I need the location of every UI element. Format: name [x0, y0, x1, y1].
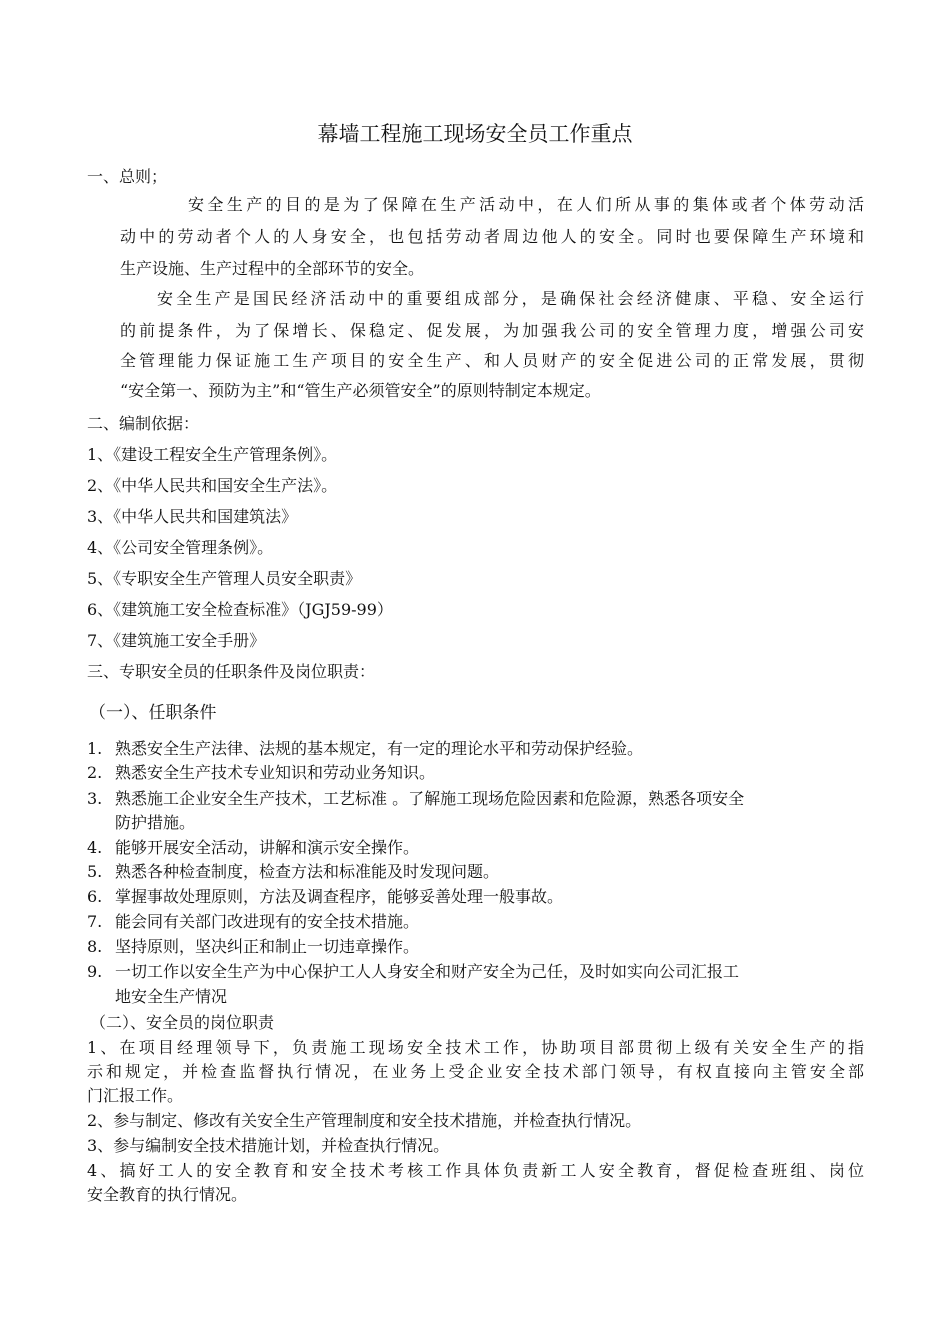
duty-item: 3、参与编制安全技术措施计划，并检查执行情况。 [87, 1136, 450, 1155]
basis-item: 5、《专职安全生产管理人员安全职责》 [87, 569, 362, 588]
duty-item-continued: 安全教育的执行情况。 [87, 1185, 248, 1204]
duty-item: 1、在项目经理领导下，负责施工现场安全技术工作，协助项目部贯彻上级有关安全生产的指 [87, 1038, 864, 1057]
basis-item: 4、《公司安全管理条例》。 [87, 538, 274, 557]
condition-item-continued: 地安全生产情况 [115, 987, 228, 1006]
condition-item: 7. 能会同有关部门改进现有的安全技术措施。 [87, 912, 420, 931]
document-title: 幕墙工程施工现场安全员工作重点 [317, 122, 633, 146]
section-3-heading: 三、专职安全员的任职条件及岗位职责： [87, 662, 376, 681]
condition-item: 3. 熟悉施工企业安全生产技术，工艺标准 。了解施工现场危险因素和危险源，熟悉各项安全 [87, 789, 745, 808]
section-1-heading: 一、总则； [87, 167, 168, 186]
condition-item: 2. 熟悉安全生产技术专业知识和劳动业务知识。 [87, 763, 436, 782]
subsection-2-heading: （二）、安全员的岗位职责 [90, 1013, 275, 1032]
basis-item: 6、《建筑施工安全检查标准》（JGJ59-99） [87, 600, 393, 619]
subsection-1-heading: （一）、任职条件 [89, 703, 217, 723]
paragraph-2-line: “安全第一、预防为主”和“管生产必须管安全”的原则特制定本规定。 [120, 381, 601, 400]
basis-item: 2、《中华人民共和国安全生产法》。 [87, 476, 338, 495]
basis-item: 7、《建筑施工安全手册》 [87, 631, 266, 650]
duty-item-continued: 示和规定，并检查监督执行情况，在业务上受企业安全技术部门领导，有权直接向主管安全部 [87, 1062, 864, 1081]
section-2-heading: 二、编制依据： [87, 414, 200, 433]
condition-item: 9. 一切工作以安全生产为中心保护工人人身安全和财产安全为己任，及时如实向公司汇报工 [87, 962, 740, 981]
duty-item-continued: 门汇报工作。 [87, 1086, 184, 1105]
paragraph-1-line: 安全生产的目的是为了保障在生产活动中，在人们所从事的集体或者个体劳动活 [188, 195, 864, 214]
paragraph-2-line: 全管理能力保证施工生产项目的安全生产、和人员财产的安全促进公司的正常发展，贯彻 [120, 351, 864, 370]
condition-item: 4. 能够开展安全活动，讲解和演示安全操作。 [87, 838, 420, 857]
condition-item-continued: 防护措施。 [115, 813, 196, 832]
paragraph-2-line: 安全生产是国民经济活动中的重要组成部分，是确保社会经济健康、平稳、安全运行 [157, 289, 864, 308]
condition-item: 8. 坚持原则，坚决纠正和制止一切违章操作。 [87, 937, 420, 956]
basis-item: 3、《中华人民共和国建筑法》 [87, 507, 298, 526]
condition-item: 6. 掌握事故处理原则，方法及调查程序，能够妥善处理一般事故。 [87, 887, 564, 906]
condition-item: 1. 熟悉安全生产法律、法规的基本规定，有一定的理论水平和劳动保护经验。 [87, 739, 644, 758]
duty-item: 2、参与制定、修改有关安全生产管理制度和安全技术措施，并检查执行情况。 [87, 1111, 642, 1130]
duty-item: 4、搞好工人的安全教育和安全技术考核工作具体负责新工人安全教育，督促检查班组、岗位 [87, 1161, 864, 1180]
condition-item: 5. 熟悉各种检查制度，检查方法和标准能及时发现问题。 [87, 862, 500, 881]
basis-item: 1、《建设工程安全生产管理条例》。 [87, 445, 338, 464]
paragraph-1-line: 生产设施、生产过程中的全部环节的安全。 [120, 259, 425, 278]
paragraph-1-line: 动中的劳动者个人的人身安全，也包括劳动者周边他人的安全。同时也要保障生产环境和 [120, 227, 864, 246]
paragraph-2-line: 的前提条件，为了保增长、保稳定、促发展，为加强我公司的安全管理力度，增强公司安 [120, 321, 864, 340]
